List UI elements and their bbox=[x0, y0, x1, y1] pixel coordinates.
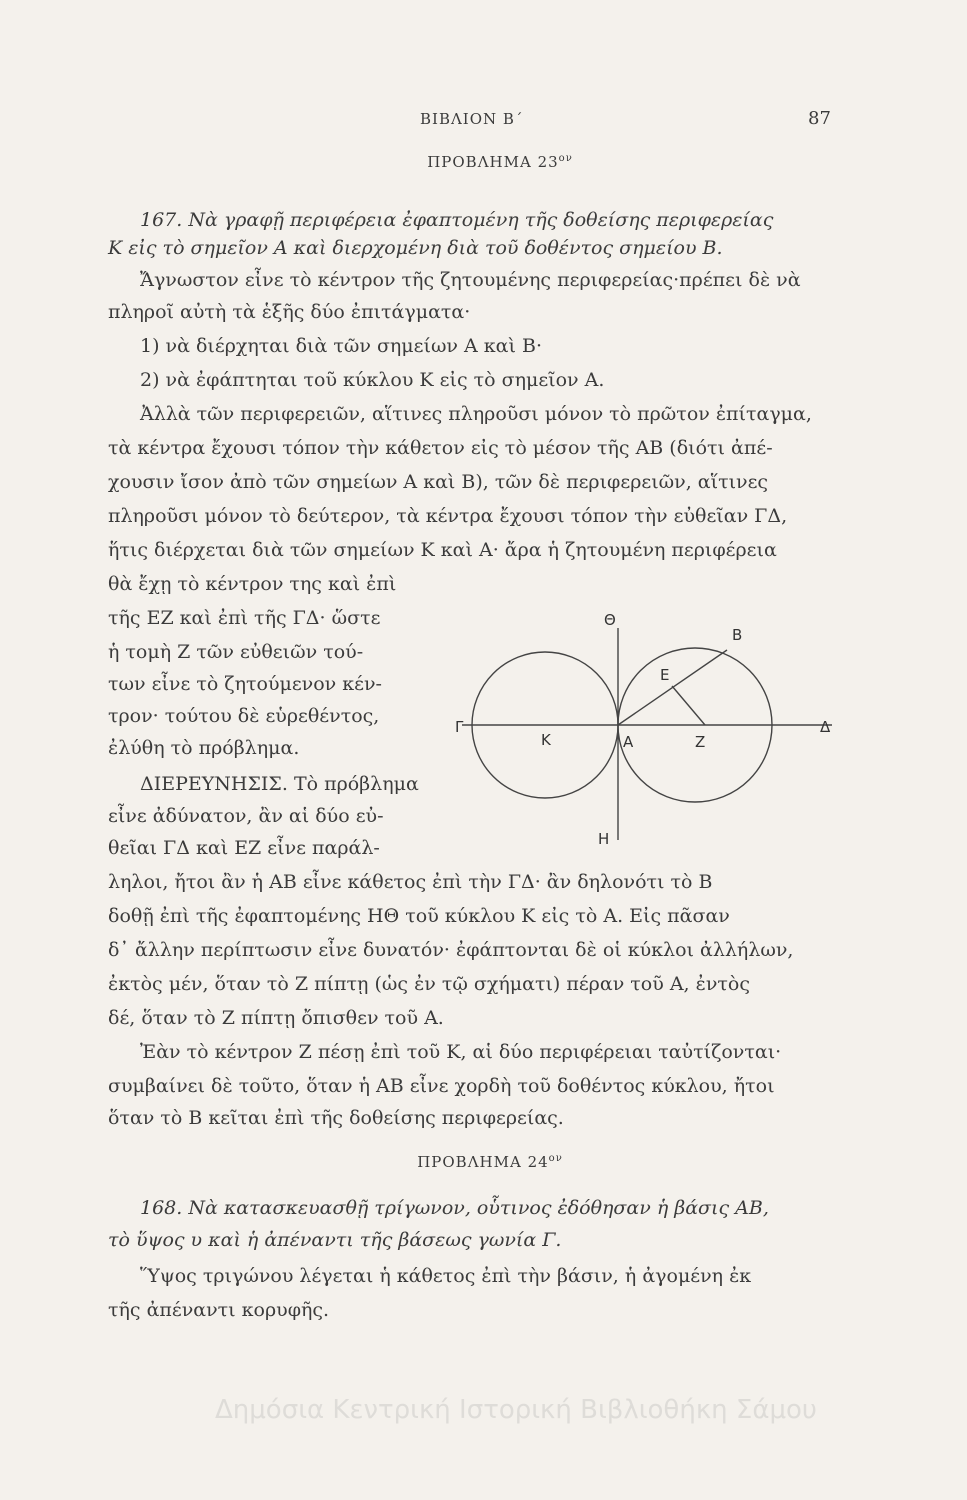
text-line: τὸ ὕψος υ καὶ ἡ ἀπέναντι τῆς βάσεως γωνία Γ. bbox=[108, 1229, 562, 1251]
text-line: δ᾽ ἄλλην περίπτωσιν εἶνε δυνατόν· ἐφάπτονται δὲ οἱ κύκλοι ἀλλήλων, bbox=[108, 939, 794, 961]
text-line: τῆς ΕΖ καὶ ἐπὶ τῆς ΓΔ· ὥστε bbox=[108, 607, 381, 629]
text-line: ὅταν τὸ Β κεῖται ἐπὶ τῆς δοθείσης περιφερείας. bbox=[108, 1107, 564, 1129]
text-line: ἐλύθη τὸ πρόβλημα. bbox=[108, 737, 300, 759]
text-line: συμβαίνει δὲ τοῦτο, ὅταν ἡ ΑΒ εἶνε χορδὴ τοῦ δοθέντος κύκλου, ἤτοι bbox=[108, 1075, 775, 1097]
text-line: Ἀλλὰ τῶν περιφερειῶν, αἵτινες πληροῦσι μόνον τὸ πρῶτον ἐπίταγμα, bbox=[140, 403, 812, 425]
text-line: 1) νὰ διέρχηται διὰ τῶν σημείων Α καὶ Β· bbox=[140, 335, 542, 357]
text-line: Ἄγνωστον εἶνε τὸ κέντρον τῆς ζητουμένης περιφερείας·πρέπει δὲ νὰ bbox=[140, 269, 801, 291]
problem-23-heading bbox=[300, 153, 700, 171]
text-line: 2) νὰ ἐφάπτηται τοῦ κύκλου Κ εἰς τὸ σημεῖον Α. bbox=[140, 369, 605, 391]
running-head: ΒΙΒΛΙΟΝ Β΄ bbox=[420, 110, 524, 128]
problem-23-heading-sup: ον bbox=[558, 153, 573, 164]
text-line: των εἶνε τὸ ζητούμενον κέν- bbox=[108, 673, 382, 695]
problem-23-heading-text: ΠΡΟΒΛΗΜΑ 23 bbox=[427, 153, 559, 171]
text-line: 167. Νὰ γραφῇ περιφέρεια ἐφαπτομένη τῆς δοθείσης περιφερείας bbox=[140, 209, 774, 231]
text-line: Ὕψος τριγώνου λέγεται ἡ κάθετος ἐπὶ τὴν βάσιν, ἡ ἀγομένη ἐκ bbox=[140, 1265, 752, 1287]
label-a: Α bbox=[623, 733, 634, 751]
label-k: Κ bbox=[541, 731, 551, 749]
text-line: δοθῇ ἐπὶ τῆς ἐφαπτομένης ΗΘ τοῦ κύκλου Κ εἰς τὸ Α. Εἰς πᾶσαν bbox=[108, 905, 730, 927]
text-line: ἥτις διέρχεται διὰ τῶν σημείων Κ καὶ Α· ἄρα ἡ ζητουμένη περιφέρεια bbox=[108, 539, 777, 561]
text-line: ἐκτὸς μέν, ὅταν τὸ Ζ πίπτῃ (ὡς ἐν τῷ σχήματι) πέραν τοῦ Α, ἐντὸς bbox=[108, 973, 750, 995]
problem-24-heading-sup: ον bbox=[548, 1153, 563, 1164]
page-number: 87 bbox=[808, 108, 831, 129]
label-b: Β bbox=[732, 626, 743, 644]
geometry-figure bbox=[450, 600, 840, 860]
text-line: δέ, ὅταν τὸ Ζ πίπτῃ ὄπισθεν τοῦ Α. bbox=[108, 1007, 444, 1029]
text-line: πληροῖ αὐτὴ τὰ ἑξῆς δύο ἐπιτάγματα· bbox=[108, 301, 471, 323]
label-delta: Δ bbox=[820, 718, 831, 736]
problem-24-heading bbox=[290, 1153, 690, 1171]
library-watermark: Δημόσια Κεντρική Ιστορική Βιβλιοθήκη Σάμου bbox=[215, 1395, 817, 1425]
label-gamma: Γ bbox=[455, 718, 464, 736]
text-line: τρον· τούτου δὲ εὑρεθέντος, bbox=[108, 705, 380, 727]
text-line: ἡ τομὴ Ζ τῶν εὐθειῶν τού- bbox=[108, 641, 364, 663]
label-eta: Η bbox=[598, 830, 610, 848]
text-line: τὰ κέντρα ἔχουσι τόπον τὴν κάθετον εἰς τὸ μέσον τῆς ΑΒ (διότι ἀπέ- bbox=[108, 437, 773, 459]
label-z: Ζ bbox=[695, 733, 706, 751]
text-line: 168. Νὰ κατασκευασθῇ τρίγωνον, οὗτινος ἐδόθησαν ἡ βάσις ΑΒ, bbox=[140, 1197, 769, 1219]
text-line: πληροῦσι μόνον τὸ δεύτερον, τὰ κέντρα ἔχουσι τόπον τὴν εὐθεῖαν ΓΔ, bbox=[108, 505, 788, 527]
text-line: εἶνε ἀδύνατον, ἂν αἱ δύο εὐ- bbox=[108, 805, 384, 827]
text-line: θεῖαι ΓΔ καὶ ΕΖ εἶνε παράλ- bbox=[108, 837, 380, 859]
perpendicular-ez bbox=[672, 686, 705, 725]
label-theta: Θ bbox=[604, 611, 616, 629]
text-line: τῆς ἀπέναντι κορυφῆς. bbox=[108, 1299, 330, 1321]
text-line: ληλοι, ἤτοι ἂν ἡ ΑΒ εἶνε κάθετος ἐπὶ τὴν ΓΔ· ἂν δηλονότι τὸ Β bbox=[108, 871, 713, 893]
problem-24-heading-text: ΠΡΟΒΛΗΜΑ 24 bbox=[417, 1153, 549, 1171]
figure-svg bbox=[450, 600, 840, 860]
label-e: Ε bbox=[660, 666, 670, 684]
text-line: Κ εἰς τὸ σημεῖον Α καὶ διερχομένη διὰ τοῦ δοθέντος σημείου Β. bbox=[108, 237, 723, 259]
text-line: Ἐὰν τὸ κέντρον Ζ πέσῃ ἐπὶ τοῦ Κ, αἱ δύο περιφέρειαι ταὐτίζονται· bbox=[140, 1041, 782, 1063]
text-line: χουσιν ἴσον ἀπὸ τῶν σημείων Α καὶ Β), τῶν δὲ περιφερειῶν, αἵτινες bbox=[108, 471, 769, 493]
text-line: ΔΙΕΡΕΥΝΗΣΙΣ. Τὸ πρόβλημα bbox=[140, 773, 419, 795]
text-line: θὰ ἔχῃ τὸ κέντρον της καὶ ἐπὶ bbox=[108, 573, 397, 595]
